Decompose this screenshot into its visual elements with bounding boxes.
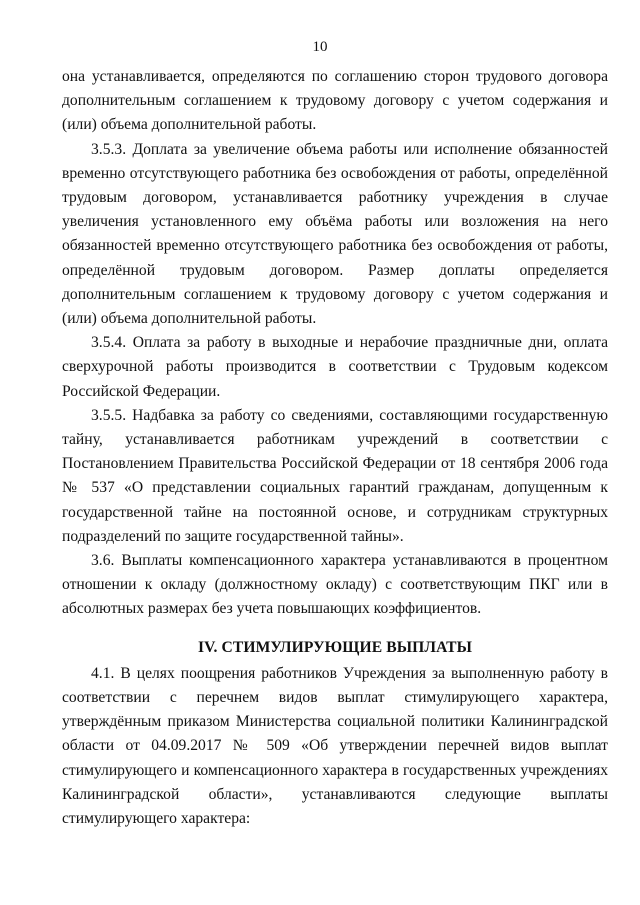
- paragraph-3-5-4: 3.5.4. Оплата за работу в выходные и нерабочие праздничные дни, оплата сверхурочной работы производится в соответствии с Трудовым кодексом Российской Федерации.: [62, 334, 608, 400]
- section-heading: IV. СТИМУЛИРУЮЩИЕ ВЫПЛАТЫ: [197, 638, 473, 656]
- paragraph-3-5-5: 3.5.5. Надбавка за работу со сведениями, составляющими государственную тайну, устанавливается работникам учреждений в соответствии с Постановлением Правительства Российской Федерации от 18 сентября 2006 года № 537 «О представлении социальных гарантий гражданам, допущенным к государственной тайне на постоянной основе, и сотрудникам структурных подразделений по защите государственной тайны».: [62, 406, 608, 545]
- paragraph-continuation: она устанавливается, определяются по соглашению сторон трудового договора дополнительным соглашением к трудовому договору с учетом содержания и (или) объема дополнительной работы.: [62, 68, 608, 134]
- document-body: [62, 65, 608, 831]
- paragraph-3-5-3: 3.5.3. Доплата за увеличение объема работы или исполнение обязанностей временно отсутствующего работника без освобождения от работы, определённой трудовым договором, устанавливается работнику учреждения в случае увеличения установленного ему объёма работы или возложения на него обязанностей временно отсутствующего работника без освобождения от работы, определённой трудовым договором. Размер доплаты определяется дополнительным соглашением к трудовому договору с учетом содержания и (или) объема дополнительной работы.: [62, 140, 608, 328]
- paragraph-3-6: 3.6. Выплаты компенсационного характера устанавливаются в процентном отношении к окладу (должностному окладу) с соответствующим ПКГ или в абсолютных размерах без учета повышающих коэффициентов.: [62, 552, 608, 618]
- page-number: 10: [312, 39, 328, 55]
- paragraph-4-1: 4.1. В целях поощрения работников Учреждения за выполненную работу в соответствии с перечнем видов выплат стимулирующего характера, утверждённым приказом Министерства социальной политики Калининградской области от 04.09.2017 № 509 «Об утверждении перечней видов выплат стимулирующего и компенсационного характера в государственных учреждениях Калининградской области», устанавливаются следующие выплаты стимулирующего характера:: [62, 664, 608, 828]
